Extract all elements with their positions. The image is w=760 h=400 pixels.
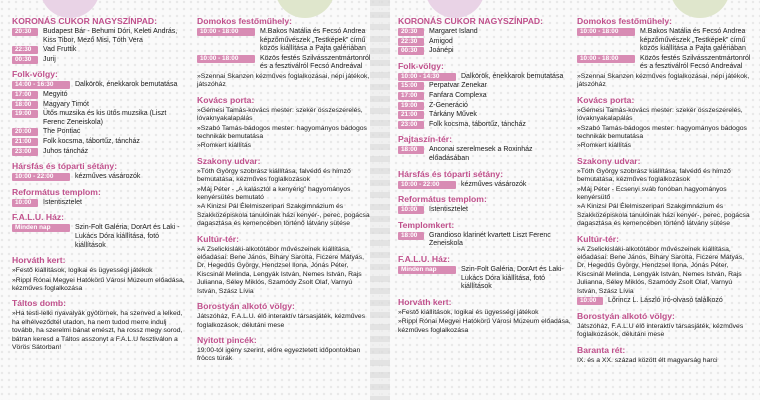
section-heading: Kultúr-tér: [197,233,240,244]
program-row [197,55,372,72]
program-text: Dalkörök, énekkarok bemutatása [461,72,564,80]
program-text: Anconai szerelmesek a Roxinház előadásában [429,146,533,162]
program-row [398,206,573,215]
section-heading: Hársfás és tóparti sétány: [398,168,504,179]
section-heading: Református templom: [398,194,487,205]
program-bullet: »Gémesi Tamás-kovács mester: szekér összeszerelés, lóvaknyakalapálás [577,106,743,123]
program-text: kézműves vásározók [461,180,527,188]
program-text: Joánépi [429,47,454,55]
program-text: M.Bakos Natália és Fecsó Andrea képzőművészek „Testképek” című közös kiállítása a Pajta galériában [260,28,366,53]
program-bullet: »Szabó Tamás-bádogos mester: hagyományos bádogos technikák bemutatása [197,124,367,140]
time-badge: 14:00 - 16:30 [12,81,70,89]
program-row [577,297,752,306]
program-row [12,56,187,65]
program-bullet: »Szennai Skanzen kézműves foglalkozásai, népi játékok, játszóház [577,72,750,89]
section-heading: Folk-völgy: [12,69,58,80]
section-heading: Nyitott pincék: [197,334,257,345]
program-row [398,232,573,249]
program-text: Grandioso klarinét kvartett Liszt Ferenc Zeneiskola [429,231,551,248]
section-heading: KORONÁS CUKOR NAGYSZÍNPAD: [12,16,157,26]
program-text: Istentisztelet [429,206,468,214]
program-text: Tárkány Művek [429,111,477,119]
program-text: Margaret Island [429,28,478,35]
program-text: Jurij [43,55,56,63]
program-bullet: »Szennai Skanzen kézműves foglalkozásai, népi játékok, játszóház [197,72,370,89]
program-text: Perpatvar Zenekar [429,82,487,90]
program-bullet: »Rippl Rónai Megyei Hatókörű Városi Múzeum előadása, kézműves foglalkozása [398,318,571,334]
section-heading: Horváth kert: [12,255,66,266]
time-badge: 19:00 [12,110,38,118]
time-badge: 20:30 [12,28,38,36]
program-text: Amigod [429,37,453,45]
section-heading: Folk-völgy: [398,60,444,71]
section-heading: Kovács porta: [577,94,635,105]
program-row [12,101,187,110]
program-row [12,28,187,45]
time-badge: 22:30 [398,38,424,46]
time-badge: 10:00 - 14:30 [398,73,456,81]
section-heading: Szakony udvar: [577,155,641,166]
time-badge: 10:00 - 18:00 [197,28,255,36]
time-badge: Minden nap [12,224,70,232]
section-heading: Templomkert: [398,219,455,230]
program-row [12,110,187,127]
time-badge: 20:30 [398,28,424,36]
program-bullet: »Máj Péter - Ecsenyi sváb fonóban hagyományos kenyérsütő [577,185,727,202]
section-heading: Horváth kert: [398,296,452,307]
time-badge: 23:00 [398,121,424,129]
time-badge: 10:00 - 22:00 [398,181,456,189]
section-heading: Szakony udvar: [197,155,261,166]
program-text: Megyitó [43,90,68,98]
program-bullet: »Tóth György szobrász kiállítása, falvédő és hímző bemutatása, kézműves foglalkozások [577,167,731,184]
program-text: Játszóház, F.A.L.U élő interaktív társasjáték, kézműves foglalkozások, délutáni mese [577,322,744,339]
time-badge: 10:00 [398,206,424,214]
program-text: Dalkörök, énekkarok bemutatása [75,81,178,89]
program-bullet: »A Kinizsi Pál Élelmiszeripari Szakgimnázium és Szakközépiskola tanulóinak házi kenyér-, perec, pogácsa dagasztása és kemencében történő látvány sütése [577,203,750,228]
program-text: Fanfara Complexa [429,91,487,99]
program-text: Juhos táncház [43,147,89,155]
time-badge: 20:00 [12,128,38,136]
program-text: Játszóház, F.A.L.U. élő interaktív társasjáték, kézműves foglalkozások, délutáni mese [197,313,366,329]
program-bullet: »Rippl Rónai Megyei Hatókörű Városi Múzeum előadása, kézműves foglalkozása [12,276,185,292]
section-heading: Kovács porta: [197,94,255,105]
program-row [12,138,187,147]
program-bullet: »Tóth György szobrász kiállítása, falvédő és hímző bemutatása, kézműves foglalkozások [197,167,351,184]
program-text: Közös festés Szilvásszentmártonról és a fesztiválról Fecsó Andreával [260,54,371,71]
program-bullet: »Festő kiállítások, logikai és ügyességi játékok [398,308,539,316]
program-text: Budapest Bár - Behumi Dóri, Keleti András, Kiss Tibor, Mező Misi, Tóth Vera [43,28,178,44]
program-text: Z-Generáció [429,101,468,109]
program-row [398,47,573,56]
program-column [197,0,372,364]
program-bullet: »Romkert kiállítás [197,142,252,150]
time-badge: 19:00 [398,102,424,110]
section-heading: F.A.L.U. Ház: [398,253,451,264]
time-badge: 10:00 - 18:00 [577,55,635,63]
program-text: IX. és a XX. század között élt magyarság harci [577,356,718,364]
section-heading: Borostyán alkotó völgy: [577,310,675,321]
program-text: Szin-Folt Galéria, DorArt és Laki-Lukács Dóra kiállítása, fotó kiállítások [461,265,564,291]
program-row [12,148,187,157]
program-text: »Ha testi-lelki nyavalyák gyötörnek, ha szenved a lelked, ha elhélveződtél utadon, ha nem tudod merre indulj tovább, ha szerelmi bánat emészt, ha rossz megy sorod, bátran keresd a Táltos asszonyt a F.A.L.U fesztiválon a Vörös Sátorban! [12,310,183,351]
time-badge: 18:00 [398,146,424,154]
program-row [398,181,573,190]
program-text: The Pontiac [43,128,81,136]
section-heading: KORONÁS CUKOR NAGYSZÍNPAD: [398,16,543,26]
program-text: M.Bakos Natália és Fecsó Andrea képzőművészek „Testképek” című közös kiállítása a Pajta galériában [640,28,746,53]
program-text: Lőrincz L. László író-olvasó találkozó [608,297,723,305]
program-row [12,46,187,55]
program-text: Folk kocsma, tábortűz, táncház [429,120,526,128]
time-badge: 10:00 [577,297,603,305]
time-badge: 10:00 - 18:00 [197,55,255,63]
program-row [398,102,573,111]
program-row [398,146,573,163]
section-heading: Domokos festőműhely: [577,16,673,26]
program-text: Ütős muzsika és kis ütős muzsika (Liszt Ferenc Zeneiskola) [43,110,167,126]
time-badge: 17:00 [398,92,424,100]
time-badge: 17:00 [12,91,38,99]
program-row [12,91,187,100]
program-bullet: »A Zselickisláki-alkotótábor művészeinek kiállítása, előadásai: Bene János, Bihary Sarolta, Ficzere Mátyás, Dr. Hegedűs György, Hendzsel Ilona, Jónás Péter, Kiscsinál Melinda, Lengyák István, Nemes István, Rajs Julianna, Séley Miklós, Szamódy Zsolt Olaf, Varnyú István, Szász Lívia [577,245,744,295]
program-row [577,55,752,72]
time-badge: 18:00 [398,232,424,240]
time-badge: Minden nap [398,266,456,274]
program-row [12,128,187,137]
section-heading: Táltos domb: [12,298,66,309]
program-row [577,28,752,54]
program-row [398,73,573,82]
program-row [398,38,573,47]
program-column [577,0,752,365]
time-badge: 21:00 [12,138,38,146]
program-row [12,173,187,182]
program-text: Vad Fruttik [43,46,77,54]
page-edge [370,0,380,400]
program-row [398,266,573,292]
program-row [12,81,187,90]
section-heading: Baranta rét: [577,344,626,355]
section-heading: Pajtaszín-tér: [398,134,452,145]
program-row [398,82,573,91]
time-badge: 00:30 [12,56,38,64]
time-badge: 15:00 [398,82,424,90]
program-column [398,0,573,336]
program-text: Magyary Timót [43,100,89,108]
program-bullet: »Festő kiállítások, logikai és ügyességi játékok [12,267,153,275]
section-heading: F.A.L.U. Ház: [12,212,65,223]
program-bullet: »A Kinizsi Pál Élelmiszeripari Szakgimnázium és Szakközépiskola tanulóinak házi kenyér-, perec, pogácsa dagasztása és kemencében történő látvány sütése [197,203,370,228]
program-row [398,28,573,37]
program-row [12,199,187,208]
program-bullet: »Máj Péter - „A kalásztól a kenyérig” hagyományos kenyérsütés bemutató [197,185,351,202]
program-row [398,121,573,130]
program-text: kézműves vásározók [75,173,141,181]
time-badge: 10:00 - 18:00 [577,28,635,36]
program-text: Folk kocsma, tábortűz, táncház [43,137,140,145]
time-badge: 10:00 [12,199,38,207]
right-page [380,0,760,400]
program-row [12,224,187,250]
time-badge: 21:00 [398,111,424,119]
section-heading: Kultúr-tér: [577,233,620,244]
time-badge: 23:00 [12,148,38,156]
program-column [12,0,187,352]
section-heading: Református templom: [12,186,101,197]
program-row [398,92,573,101]
program-text: 19:00-tól igény szerint, előre egyeztetett időpontokban fröccs túrák [197,346,361,363]
time-badge: 10:00 - 22:00 [12,173,70,181]
program-bullet: »Szabó Tamás-bádogos mester: hagyományos bádogos technikák bemutatása [577,124,747,140]
page-edge [380,0,390,400]
time-badge: 22:30 [12,46,38,54]
section-heading: Domokos festőműhely: [197,16,293,26]
program-bullet: »Gémesi Tamás-kovács mester: szekér összeszerelés, lóvaknyakalapálás [197,106,363,123]
program-text: Közös festés Szilvásszentmártonról és a fesztiválról Fecsó Andreával [640,54,751,71]
time-badge: 18:00 [12,101,38,109]
section-heading: Borostyán alkotó völgy: [197,301,295,312]
program-row [398,111,573,120]
program-bullet: »Romkert kiállítás [577,142,632,150]
time-badge: 00:30 [398,47,424,55]
program-bullet: »A Zselickisláki-alkotótábor művészeinek kiállítása, előadásai: Bene János, Bihary Sarolta, Ficzere Mátyás, Dr. Hegedűs György, Hendzsel Ilona, Jónás Péter, Kiscsinál Melinda, Lengyák István, Nemes István, Rajs Julianna, Séley Miklós, Szamódy Zsolt Olaf, Varnyú István, Szász Lívia [197,245,364,295]
program-row [197,28,372,54]
program-text: Szin-Folt Galéria, DorArt és Laki - Lukács Dóra kiállítása, fotó kiállítások [75,224,180,249]
program-text: Istentisztelet [43,198,82,206]
section-heading: Hársfás és tóparti sétány: [12,161,118,172]
